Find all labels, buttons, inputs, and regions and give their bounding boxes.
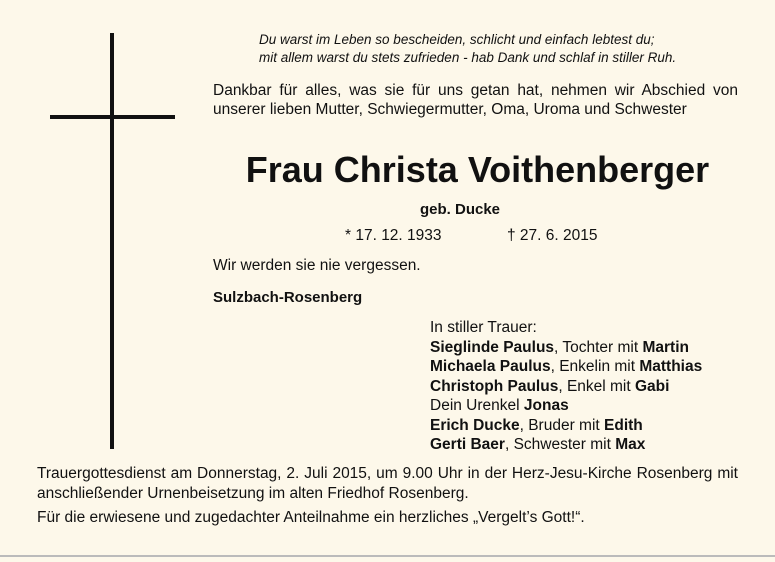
list-item	[430, 338, 702, 358]
thanks-text: Für die erwiesene und zugedachter Anteilnahme ein herzliches „Vergelt’s Gott!“.	[37, 509, 585, 526]
mourner-relation: , Enkelin mit	[550, 358, 640, 375]
service-info: Trauergottesdienst am Donnerstag, 2. Juli 2015, um 9.00 Uhr in der Herz-Jesu-Kirche Rosenberg mit anschließender Urnenbeisetzung im alten Friedhof Rosenberg.	[37, 465, 738, 502]
birth-date: * 17. 12. 1933	[345, 227, 442, 244]
mourner-name: Christoph Paulus	[430, 377, 559, 395]
mourner-partner: Gabi	[635, 377, 670, 395]
death-date: † 27. 6. 2015	[507, 227, 598, 244]
poem-line: mit allem warst du stets zufrieden - hab Dank und schlaf in stiller Ruh.	[259, 50, 677, 65]
mourner-name: Michaela Paulus	[430, 358, 551, 375]
list-item	[430, 396, 702, 416]
intro-text: Dankbar für alles, was sie für uns getan hat, nehmen wir Abschied von unserer lieben Mutter, Schwiegermutter, Oma, Uroma und Schwester	[213, 82, 738, 118]
place-name: Sulzbach-Rosenberg	[213, 289, 363, 306]
mourner-relation: , Enkel mit	[558, 377, 635, 395]
mourner-name: Erich Ducke	[430, 416, 520, 434]
mourner-relation: , Schwester mit	[504, 436, 616, 453]
list-item	[430, 357, 702, 377]
mourner-relation: , Tochter mit	[554, 338, 643, 356]
deceased-name: Frau Christa Voithenberger	[245, 149, 710, 190]
cross-icon	[110, 33, 114, 449]
mourners-heading: In stiller Trauer:	[430, 319, 537, 336]
mourner-name: Sieglinde Paulus	[430, 338, 555, 356]
mourner-partner: Edith	[604, 416, 643, 434]
mourner-partner: Max	[615, 436, 646, 453]
divider	[0, 555, 775, 557]
mourners-list	[430, 318, 702, 455]
mourner-partner: Martin	[642, 338, 689, 356]
mourner-name: Gerti Baer	[430, 436, 505, 453]
mourner-partner: Matthias	[639, 358, 703, 375]
cross-icon-crossbar	[50, 115, 175, 119]
birth-name: geb. Ducke	[419, 201, 501, 218]
list-item	[430, 416, 702, 436]
list-item	[430, 377, 702, 397]
mourner-relation: Dein Urenkel	[430, 397, 524, 414]
poem-line: Du warst im Leben so bescheiden, schlicht und einfach lebtest du;	[259, 32, 655, 47]
remembrance-text: Wir werden sie nie vergessen.	[213, 257, 421, 274]
mourner-partner: Jonas	[523, 397, 569, 414]
poem	[259, 31, 729, 67]
mourner-relation: , Bruder mit	[519, 416, 605, 434]
list-item	[430, 435, 702, 455]
